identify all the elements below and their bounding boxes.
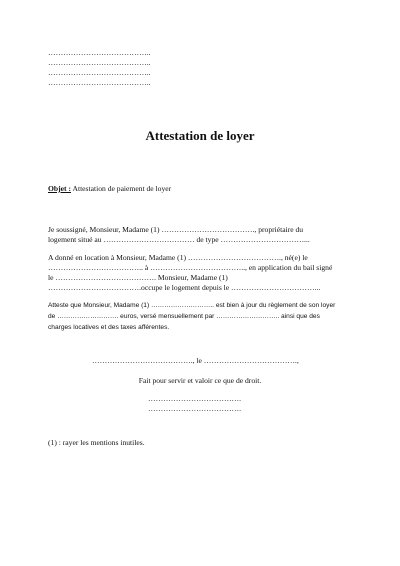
sender-line: ………………………………….. (48, 78, 151, 87)
paragraph-line: logement situé au ……………………………… de type ……………………………... (48, 235, 310, 244)
signature-line: ………………………………. (148, 404, 242, 413)
sender-line: ………………………………….. (48, 58, 151, 67)
signature-line: ………………………………. (148, 394, 242, 403)
closing-formula: Fait pour servir et valoir ce que de droit. (138, 376, 262, 385)
paragraph-line: ……………………………….occupe le logement depuis le ……………………………... (48, 283, 321, 292)
sender-line: ………………………………….. (48, 48, 151, 57)
objet-text: Attestation de paiement de loyer (71, 184, 172, 193)
paragraph-line: Atteste que Monsieur, Madame (1) ……………………….. est bien à jour du règlement de son loyer (48, 302, 336, 309)
paragraph-line: Je soussigné, Monsieur, Madame (1) ………………………………., propriétaire du (48, 225, 304, 234)
footnote: (1) : rayer les mentions inutiles. (48, 438, 145, 447)
place-date-line: …………………………………., le ………………………………., (92, 356, 299, 365)
paragraph-line: de ………………………. euros, versé mensuellement par ……………………….. ainsi que des (48, 313, 320, 320)
paragraph-line: le …………………………………. Monsieur, Madame (1) (48, 273, 228, 282)
objet-line (48, 184, 171, 194)
objet-label: Objet : (48, 184, 71, 193)
sender-line: ………………………………….. (48, 68, 151, 77)
paragraph-line: charges locatives et des taxes afférentes. (48, 324, 170, 331)
document-title: Attestation de loyer (145, 128, 255, 143)
paragraph-line: A donné en location à Monsieur, Madame (1) ………………………………., né(e) le (48, 253, 308, 262)
paragraph-line: ……………………………….. à ……………………………….., en application du bail signé (48, 263, 333, 272)
